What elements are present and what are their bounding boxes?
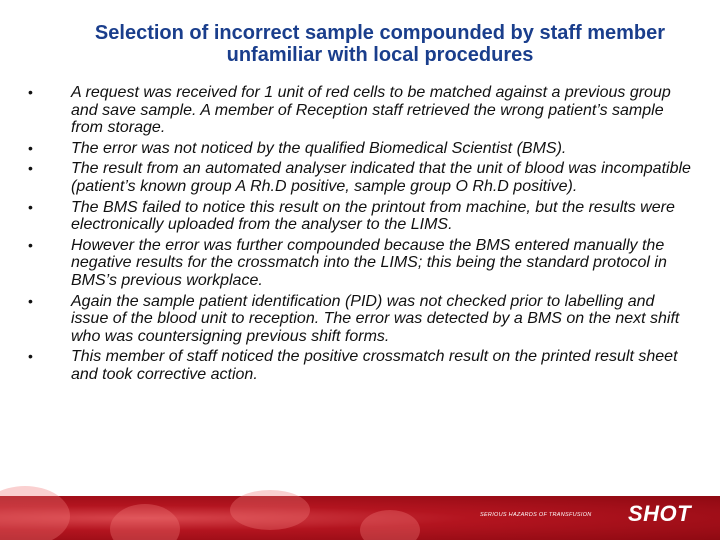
footer-decoration (0, 486, 70, 540)
bullet-text: The BMS failed to notice this result on the printout from machine, but the results were electronically uploaded from the analyser to the LIMS. (71, 198, 675, 234)
bullet-item (22, 84, 692, 137)
shot-logo: SHOT (628, 501, 692, 526)
bullet-marker: • (28, 160, 33, 177)
bullet-item (22, 237, 692, 290)
bullet-marker: • (28, 348, 33, 365)
footer-banner (0, 496, 720, 540)
footer-decoration (230, 490, 310, 530)
bullet-list (22, 84, 692, 387)
bullet-text: The error was not noticed by the qualified Biomedical Scientist (BMS). (71, 139, 567, 157)
bullet-item (22, 348, 692, 383)
bullet-marker: • (28, 198, 33, 215)
slide-title: Selection of incorrect sample compounded by staff member unfamiliar with local procedures (94, 22, 666, 66)
bullet-text: However the error was further compounded because the BMS entered manually the negative results for the crossmatch into the LIMS; this being the standard protocol in BMS’s previous workplace. (71, 236, 667, 289)
bullet-item (22, 199, 692, 234)
bullet-marker: • (28, 236, 33, 253)
footer-decoration (360, 510, 420, 540)
bullet-item (22, 293, 692, 346)
bullet-text: A request was received for 1 unit of red cells to be matched against a previous group and save sample. A member of Reception staff retrieved the wrong patient’s sample from storage. (71, 84, 671, 137)
bullet-marker: • (28, 84, 33, 100)
bullet-text: This member of staff noticed the positive crossmatch result on the printed result sheet and took corrective action. (71, 348, 678, 383)
footer-decoration (110, 504, 180, 540)
bullet-text: Again the sample patient identification (PID) was not checked prior to labelling and issue of the blood unit to reception. The error was detected by a BMS on the next shift who was countersigning previous shift forms. (71, 292, 680, 345)
bullet-text: The result from an automated analyser indicated that the unit of blood was incompatible (patient’s known group A Rh.D positive, sample group O Rh.D positive). (71, 160, 691, 195)
bullet-marker: • (28, 292, 33, 309)
bullet-item (22, 160, 692, 195)
bullet-item (22, 140, 692, 158)
bullet-marker: • (28, 139, 33, 156)
footer-tagline: SERIOUS HAZARDS OF TRANSFUSION (480, 512, 592, 518)
